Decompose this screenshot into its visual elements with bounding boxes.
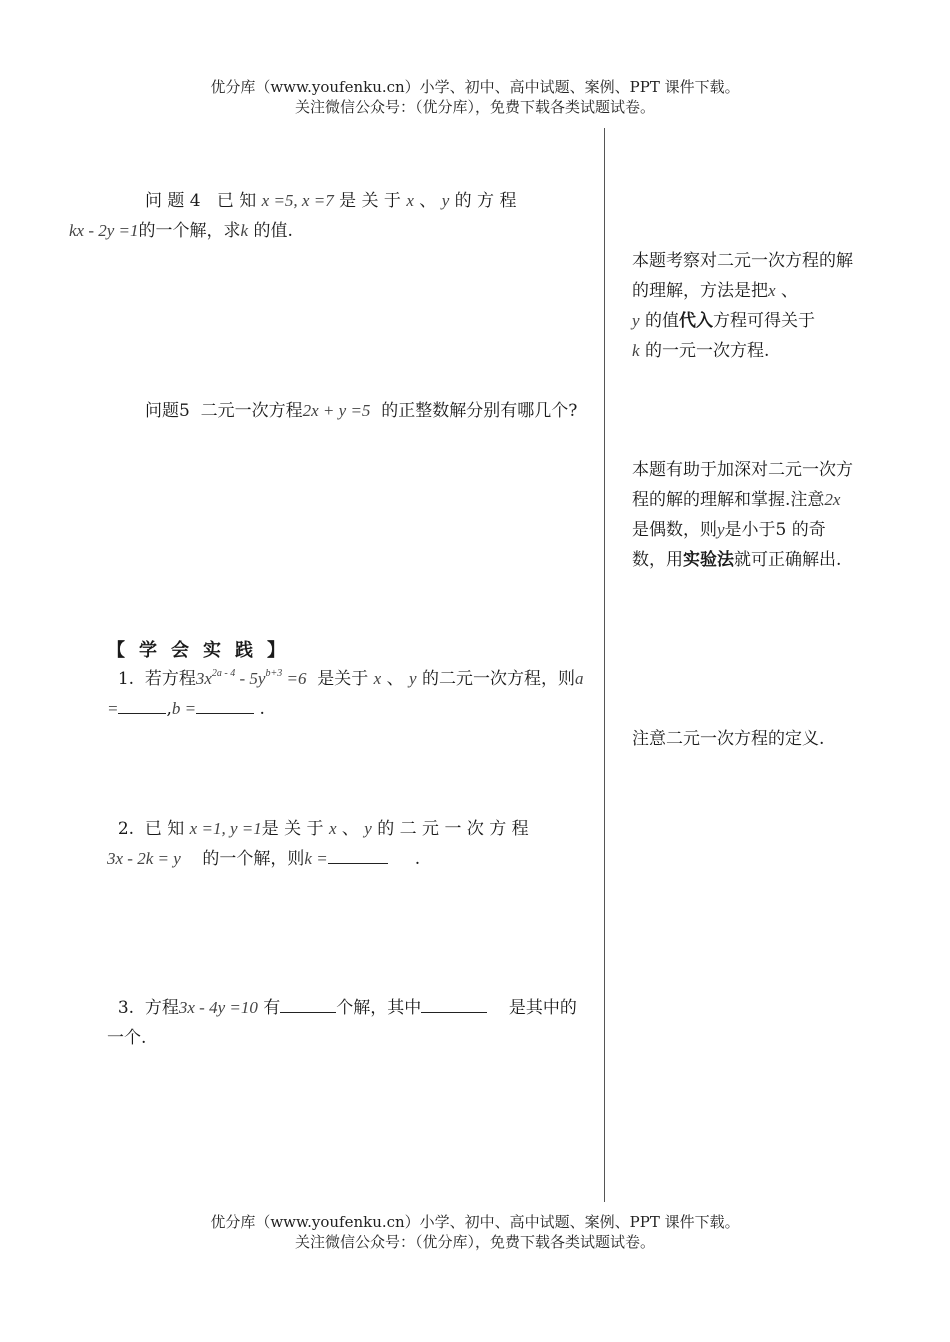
column-divider: [604, 128, 605, 1202]
practice-3-text-3: 个解，其中: [336, 998, 422, 1018]
practice-2-text-2: 的一个解，则: [202, 849, 305, 869]
given-solution: x =1, y =1: [189, 819, 262, 838]
note-1-text-3: 方程可得关于: [712, 311, 815, 331]
practice-2: [107, 814, 585, 874]
expr-2x: 2x: [824, 490, 841, 509]
term-5y: - 5y: [235, 669, 266, 688]
page-header: [0, 77, 950, 117]
answer-blank-solution[interactable]: [421, 994, 487, 1013]
of-equation-text: 的 方 程: [454, 191, 517, 211]
footer-line-1: 优分库（www.youfenku.cn）小学、初中、高中试题、案例、PPT 课件下载。: [210, 1213, 740, 1231]
rhs: =6: [282, 669, 307, 688]
answer-blank-k[interactable]: [328, 845, 388, 864]
var-y: y: [409, 669, 417, 688]
practice-1: [107, 664, 585, 724]
note-2-text-2: 是偶数，则: [632, 520, 717, 540]
var-y: y: [632, 311, 640, 330]
practice-3-text-2: 有: [263, 998, 281, 1018]
note-1: [632, 246, 858, 366]
var-x: x: [373, 669, 382, 688]
var-x: x: [328, 819, 337, 838]
problem-4: [69, 186, 585, 246]
about-text: 是 关 于: [261, 819, 324, 839]
problem-5-text-2: 的正整数解分别有哪几个?: [381, 401, 578, 421]
answer-blank-count[interactable]: [280, 994, 336, 1013]
term-3x: 3x: [195, 669, 212, 688]
note-1-bold: 代入: [678, 311, 713, 331]
header-line-1: 优分库（www.youfenku.cn）小学、初中、高中试题、案例、PPT 课件下载。: [210, 78, 740, 96]
var-x: x: [406, 191, 414, 210]
problem-5-text-1: 二元一次方程: [200, 401, 303, 421]
tail-text-2: 的值.: [253, 221, 293, 241]
known-text: 已 知: [216, 191, 257, 211]
note-2-bold: 实验法: [683, 550, 734, 570]
practice-1-num: 1.: [117, 669, 135, 689]
var-y: y: [717, 520, 725, 539]
problem-4-label: 问 题 4: [145, 191, 201, 211]
note-2-text-3: 是小于5 的奇数，用: [632, 520, 826, 570]
known-text: 已 知: [144, 819, 185, 839]
a-equals: a =: [107, 669, 584, 718]
practice-2-text-1: 的 二 元 一 次 方 程: [377, 819, 529, 839]
note-3: [632, 724, 858, 754]
var-k: k: [632, 341, 640, 360]
comma: ,: [166, 699, 172, 719]
note-1-text-4: 的一元一次方程.: [644, 341, 770, 361]
answer-blank-a[interactable]: [118, 695, 166, 714]
separator: 、: [386, 669, 404, 689]
separator: 、: [341, 819, 359, 839]
var-x: x: [768, 281, 776, 300]
note-2-text-4: 就可正确解出.: [734, 550, 842, 570]
equation: kx - 2y =1: [69, 221, 139, 240]
k-equals: k =: [304, 849, 328, 868]
about-text: 是 关 于: [339, 191, 401, 211]
given-solution: x =5, x =7: [261, 191, 334, 210]
practice-3-text-1: 方程: [144, 998, 179, 1018]
equation: 3x - 2k = y: [107, 849, 181, 868]
var-y: y: [364, 819, 372, 838]
note-2-text-1: 本题有助于加深对二元一次方程的解的理解和掌握.注意: [632, 460, 853, 510]
separator: 、: [780, 281, 798, 301]
section-title: 【学会实践】: [107, 640, 299, 661]
equation: 3x - 4y =10: [178, 998, 258, 1017]
tail-text-1: 的一个解，求: [138, 221, 241, 241]
exponent-1: 2a - 4: [211, 668, 236, 679]
var-k: k: [240, 221, 249, 240]
period: .: [259, 699, 265, 719]
exponent-2: b+3: [265, 668, 283, 679]
note-1-text-1: 本题考察对二元一次方程的解的理解，方法是把: [632, 251, 853, 301]
note-1-text-2: 的值: [644, 311, 679, 331]
practice-1-text-1: 若方程: [144, 669, 196, 689]
header-line-2: 关注微信公众号：（优分库），免费下载各类试题试卷。: [294, 98, 655, 116]
practice-3-num: 3.: [117, 998, 135, 1018]
var-y: y: [441, 191, 450, 210]
problem-5-label: 问题5: [145, 401, 190, 421]
note-2: [632, 455, 858, 575]
practice-3-text-4: 是其中的一个.: [107, 998, 577, 1048]
practice-1-text-3: 的二元一次方程，则: [421, 669, 575, 689]
period: .: [414, 849, 421, 869]
practice-3: [107, 993, 585, 1053]
practice-1-text-2: 是关于: [317, 669, 369, 689]
b-equals: b =: [171, 699, 197, 718]
page-footer: [0, 1212, 950, 1252]
footer-line-2: 关注微信公众号：（优分库），免费下载各类试题试卷。: [294, 1233, 655, 1251]
separator: 、: [419, 191, 437, 211]
answer-blank-b[interactable]: [196, 695, 254, 714]
problem-5-equation: 2x + y =5: [302, 401, 371, 420]
problem-5: [107, 396, 585, 426]
note-3-text: 注意二元一次方程的定义.: [632, 729, 825, 749]
practice-2-num: 2.: [117, 819, 135, 839]
